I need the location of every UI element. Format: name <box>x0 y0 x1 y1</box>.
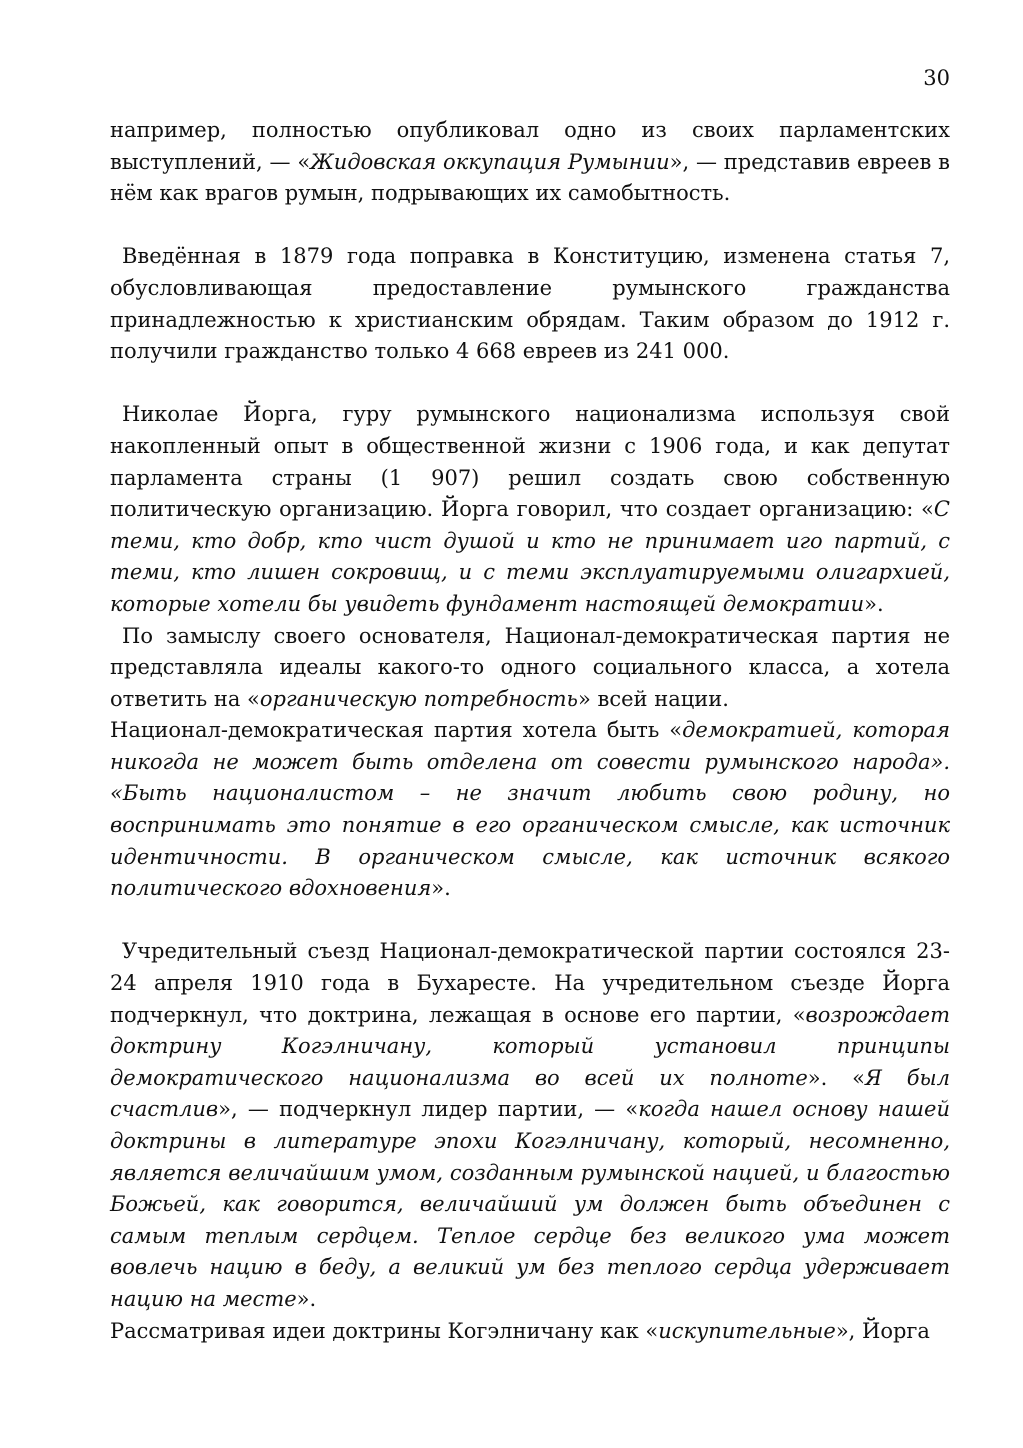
paragraph <box>110 241 950 367</box>
text-run: По замыслу своего основателя, Национал-демократическая партия не представляла идеалы какого-то одного социального класса, а хотела ответить на « <box>110 623 950 711</box>
paragraph <box>110 936 950 1315</box>
text-run: », Йорга <box>835 1318 930 1343</box>
paragraph <box>110 399 950 620</box>
text-run: ». <box>296 1286 317 1311</box>
italic-run: Жидовская оккупация Румынии <box>310 149 670 174</box>
italic-run: когда нашел основу нашей доктрины в литературе эпохи Когэлничану, который, несомненно, является величайшим умом, созданным румынской нацией, и благостью Божьей, как говорится, величайший ум должен быть объединен с самым теплым сердцем. Теплое сердце без великого ума может вовлечь нацию в беду, а великий ум без теплого сердца удерживает нацию на месте <box>110 1097 951 1311</box>
text-run: », — представив евреев в нём как врагов румын, подрывающих их самобытность. <box>110 149 950 206</box>
page-number: 30 <box>923 66 950 90</box>
text-run: Николае Йорга, гуру румынского национализма используя свой накопленный опыт в общественной жизни с 1906 года, и как депутат парламента страны (1 907) решил создать свою собственную политическую организацию. Йорга говорил, что создает организацию: « <box>110 402 950 522</box>
paragraph <box>110 715 950 905</box>
text-run: », — подчеркнул лидер партии, — « <box>218 1097 639 1122</box>
italic-run: Я был счастлив <box>110 1065 950 1122</box>
body-text <box>110 115 950 1347</box>
text-run: Введённая в 1879 года поправка в Конституцию, изменена статья 7, обусловливающая предоставление румынского гражданства принадлежностью к христианским обрядам. Таким образом до 1912 г. получили гражданство только 4 668 евреев из 241 000. <box>110 244 950 364</box>
text-run: например, полностью опубликовал одно из своих парламентских выступлений, — « <box>110 118 950 174</box>
text-run: Учредительный съезд Национал-демократической партии состоялся 23-24 апреля 1910 года в Бухаресте. На учредительном съезде Йорга подчеркнул, что доктрина, лежащая в основе его партии, « <box>110 939 950 1027</box>
text-run: Рассматривая идеи доктрины Когэлничану как « <box>110 1318 659 1343</box>
italic-run: органическую потребность <box>259 686 578 711</box>
italic-run: демократией, которая никогда не может быть отделена от совести румынского народа». «Быть националистом – не значит любить свою родину, но воспринимать это понятие в его органическом смысле, как источник идентичности. В органическом смысле, как источник всякого политического вдохновения <box>110 718 950 901</box>
italic-run: искупительные <box>658 1318 836 1343</box>
paragraph <box>110 1316 950 1348</box>
italic-run: возрождает доктрину Когэлничану, который установил принципы демократического национализма во всей их полноте <box>110 1002 950 1090</box>
italic-run: С теми, кто добр, кто чист душой и кто не принимает иго партий, с теми, кто лишен сокровищ, и с теми эксплуатируемыми олигархией, которые хотели бы увидеть фундамент настоящей демократии <box>110 497 950 616</box>
text-run: ». « <box>807 1065 865 1090</box>
text-run: » всей нации. <box>577 686 729 711</box>
paragraph <box>110 115 950 210</box>
text-run: Национал-демократическая партия хотела быть « <box>110 718 683 743</box>
text-run: ». <box>864 591 884 616</box>
text-run: ». <box>431 876 451 901</box>
paragraph <box>110 621 950 716</box>
